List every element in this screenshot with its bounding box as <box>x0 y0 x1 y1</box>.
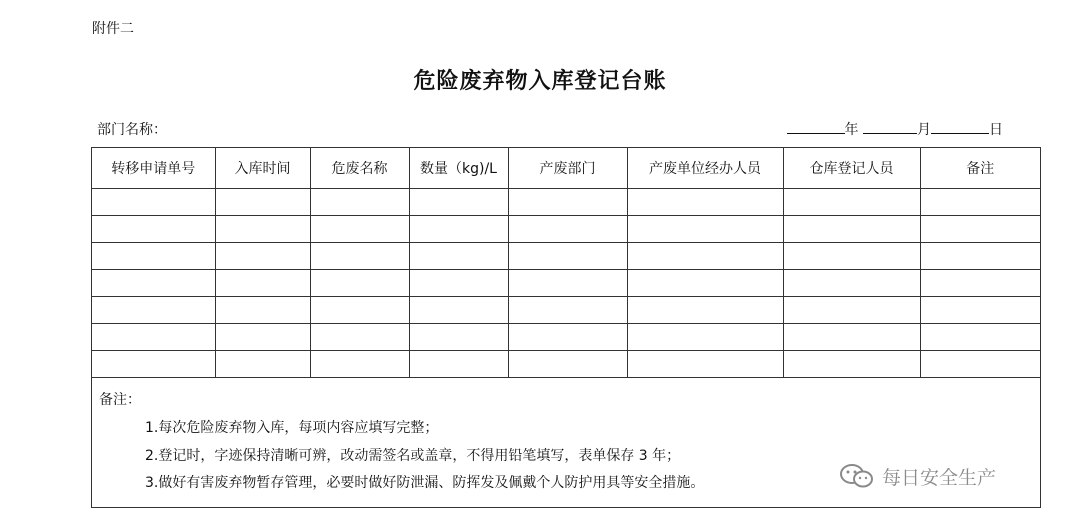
table-cell[interactable] <box>215 269 310 296</box>
table-cell[interactable] <box>92 296 215 323</box>
table-cell[interactable] <box>92 215 215 242</box>
table-cell[interactable] <box>92 188 215 215</box>
table-row <box>92 242 1040 269</box>
table-cell[interactable] <box>310 215 409 242</box>
table-row <box>92 269 1040 296</box>
table-cell[interactable] <box>310 188 409 215</box>
month-label: 月 <box>917 122 931 138</box>
table-cell[interactable] <box>627 350 783 377</box>
table-cell[interactable] <box>215 350 310 377</box>
table-cell[interactable] <box>409 215 508 242</box>
table-cell[interactable] <box>310 323 409 350</box>
table-row <box>92 323 1040 350</box>
table-cell[interactable] <box>783 296 920 323</box>
month-blank[interactable] <box>863 121 917 134</box>
header-transfer-no: 转移申请单号 <box>92 148 215 188</box>
table-cell[interactable] <box>920 215 1040 242</box>
header-remarks: 备注 <box>920 148 1040 188</box>
table-cell[interactable] <box>409 323 508 350</box>
table-cell[interactable] <box>409 188 508 215</box>
ledger-sheet <box>91 147 1041 508</box>
header-quantity: 数量（kg)/L <box>409 148 508 188</box>
table-cell[interactable] <box>508 188 627 215</box>
table-cell[interactable] <box>920 296 1040 323</box>
table-cell[interactable] <box>627 296 783 323</box>
department-label: 部门名称： <box>97 122 167 138</box>
note-item-1: 1.每次危险废弃物入库，每项内容应填写完整； <box>145 420 439 436</box>
table-row <box>92 296 1040 323</box>
table-cell[interactable] <box>783 269 920 296</box>
table-cell[interactable] <box>92 323 215 350</box>
table-cell[interactable] <box>215 215 310 242</box>
table-cell[interactable] <box>508 242 627 269</box>
table-row <box>92 188 1040 215</box>
table-cell[interactable] <box>310 296 409 323</box>
table-cell[interactable] <box>920 242 1040 269</box>
table-cell[interactable] <box>920 350 1040 377</box>
header-storage-time: 入库时间 <box>215 148 310 188</box>
table-cell[interactable] <box>783 350 920 377</box>
table-cell[interactable] <box>627 215 783 242</box>
table-cell[interactable] <box>627 188 783 215</box>
table-cell[interactable] <box>409 242 508 269</box>
header-row <box>92 148 1040 188</box>
table-cell[interactable] <box>508 215 627 242</box>
header-registrar: 仓库登记人员 <box>783 148 920 188</box>
table-cell[interactable] <box>215 323 310 350</box>
table-cell[interactable] <box>920 269 1040 296</box>
year-label: 年 <box>844 122 859 138</box>
ledger-table <box>92 148 1040 378</box>
table-cell[interactable] <box>508 323 627 350</box>
table-cell[interactable] <box>215 296 310 323</box>
watermark-text: 每日安全生产 <box>882 466 997 489</box>
table-cell[interactable] <box>310 350 409 377</box>
date-fields <box>787 119 1003 139</box>
header-handler: 产废单位经办人员 <box>627 148 783 188</box>
table-cell[interactable] <box>92 242 215 269</box>
day-label: 日 <box>989 122 1003 138</box>
year-blank[interactable] <box>787 121 845 134</box>
table-cell[interactable] <box>508 350 627 377</box>
notes-label: 备注： <box>99 392 141 408</box>
table-cell[interactable] <box>627 242 783 269</box>
table-cell[interactable] <box>92 350 215 377</box>
table-cell[interactable] <box>627 269 783 296</box>
day-blank[interactable] <box>931 121 989 134</box>
table-cell[interactable] <box>920 323 1040 350</box>
table-cell[interactable] <box>920 188 1040 215</box>
table-cell[interactable] <box>783 242 920 269</box>
table-row <box>92 350 1040 377</box>
attachment-label: 附件二 <box>92 21 134 37</box>
watermark <box>838 462 996 490</box>
page-title: 危险废弃物入库登记台账 <box>413 69 667 94</box>
header-source-dept: 产废部门 <box>508 148 627 188</box>
note-item-3: 3.做好有害废弃物暂存管理，必要时做好防泄漏、防挥发及佩戴个人防护用具等安全措施。 <box>145 475 705 491</box>
table-cell[interactable] <box>508 269 627 296</box>
note-item-2: 2.登记时，字迹保持清晰可辨，改动需签名或盖章，不得用铅笔填写，表单保存 3 年； <box>145 448 681 464</box>
table-cell[interactable] <box>215 242 310 269</box>
table-cell[interactable] <box>409 296 508 323</box>
table-cell[interactable] <box>310 269 409 296</box>
table-cell[interactable] <box>310 242 409 269</box>
table-cell[interactable] <box>215 188 310 215</box>
table-cell[interactable] <box>783 323 920 350</box>
table-cell[interactable] <box>627 323 783 350</box>
table-cell[interactable] <box>409 350 508 377</box>
table-cell[interactable] <box>92 269 215 296</box>
table-cell[interactable] <box>508 296 627 323</box>
wechat-icon <box>838 462 876 490</box>
table-cell[interactable] <box>783 188 920 215</box>
header-waste-name: 危废名称 <box>310 148 409 188</box>
table-cell[interactable] <box>409 269 508 296</box>
table-cell[interactable] <box>783 215 920 242</box>
table-row <box>92 215 1040 242</box>
